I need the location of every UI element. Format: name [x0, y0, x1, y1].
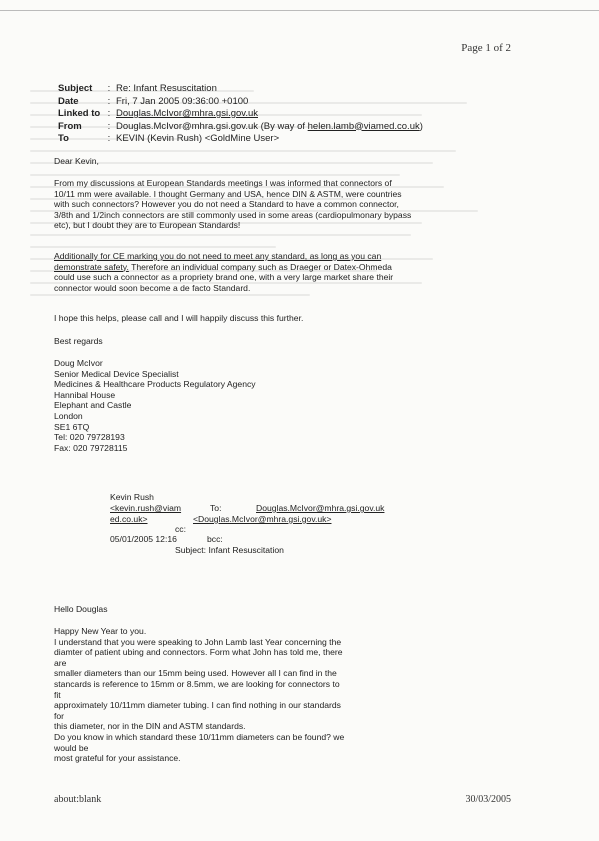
date-key: Date	[58, 95, 79, 107]
date-row: Date : Fri, 7 Jan 2005 09:36:00 +0100	[58, 96, 423, 109]
fwd-bcc-label: bcc:	[207, 534, 223, 544]
date-value: Fri, 7 Jan 2005 09:36:00 +0100	[116, 95, 249, 107]
original-line: diamter of patient ubing and connectors. Form what John has told me, there	[54, 647, 343, 658]
footer-date: 30/03/2005	[465, 794, 511, 805]
original-line: Do you know in which standard these 10/11mm diameters can be found? we	[54, 731, 345, 742]
reply-paragraph-3: I hope this helps, please call and I will happily discuss this further.	[54, 313, 304, 323]
sig-addr4: SE1 6TQ	[54, 421, 90, 432]
original-line: approximately 10/11mm diameter tubing. I can find nothing in our standards	[54, 700, 341, 711]
reply-paragraph-2	[54, 251, 414, 293]
sig-tel: Tel: 020 79728193	[54, 432, 125, 443]
fwd-to-address-bracketed[interactable]: <Douglas.McIvor@mhra.gsi.gov.uk>	[193, 514, 332, 524]
from-via-suffix: )	[419, 120, 423, 132]
top-rule	[0, 10, 599, 11]
fwd-sender-email-2[interactable]: ed.co.uk>	[110, 514, 148, 524]
fwd-datetime: 05/01/2005 12:16	[110, 534, 177, 544]
from-address: Douglas.McIvor@mhra.gsi.gov.uk	[116, 120, 258, 132]
sig-org: Medicines & Healthcare Products Regulatory Agency	[54, 379, 256, 390]
original-line: Happy New Year to you.	[54, 626, 147, 636]
original-message	[54, 626, 414, 764]
original-line: are	[54, 657, 67, 668]
linked-value[interactable]: Douglas.McIvor@mhra.gsi.gov.uk	[116, 108, 258, 119]
original-line: for	[54, 710, 65, 721]
page-number: Page 1 of 2	[461, 42, 511, 54]
fwd-subject: Subject: Infant Resuscitation	[175, 545, 284, 555]
sig-addr2: Elephant and Castle	[54, 400, 132, 411]
reply-closing: Best regards	[54, 336, 103, 346]
reply-greeting: Dear Kevin,	[54, 156, 99, 166]
subject-key: Subject	[58, 83, 93, 94]
email-header	[58, 83, 423, 146]
original-line: smaller diameters than our 15mm being used. However all I can find in the	[54, 668, 337, 679]
fwd-to-label: To:	[210, 503, 222, 513]
subject-row: Subject : Re: Infant Resuscitation	[58, 83, 423, 96]
from-row: From : Douglas.McIvor@mhra.gsi.gov.uk (By way of helen.lamb@viamed.co.uk)	[58, 120, 423, 132]
fwd-sender-name: Kevin Rush	[110, 492, 154, 502]
linked-row: Linked to : Douglas.McIvor@mhra.gsi.gov.uk	[58, 108, 423, 121]
to-key: To	[58, 133, 69, 144]
original-line: stancards is reference to 15mm or 8.5mm, we are looking for connectors to	[54, 678, 340, 689]
sig-name: Doug McIvor	[54, 358, 103, 368]
original-line: would be	[54, 742, 89, 753]
fwd-cc-label: cc:	[175, 524, 186, 534]
original-line: fit	[54, 689, 61, 700]
footer-url: about:blank	[54, 794, 102, 805]
original-line: most grateful for your assistance.	[54, 753, 181, 764]
to-value: KEVIN (Kevin Rush) <GoldMine User>	[116, 133, 280, 144]
to-row: To : KEVIN (Kevin Rush) <GoldMine User>	[58, 133, 423, 146]
sig-fax: Fax: 020 79728115	[54, 442, 128, 453]
linked-key: Linked to	[58, 108, 101, 119]
original-greeting: Hello Douglas	[54, 604, 108, 614]
ce-marking-highlight: Additionally for CE marking you do not need to meet any standard, as long as you can demonstrate safety.	[54, 251, 382, 272]
original-line: this diameter, nor in the DIN and ASTM standards.	[54, 721, 246, 732]
sig-title: Senior Medical Device Specialist	[54, 368, 179, 379]
sig-addr1: Hannibal House	[54, 389, 116, 400]
sig-addr3: London	[54, 410, 83, 421]
subject-value: Re: Infant Resuscitation	[116, 83, 217, 94]
reply-paragraph-2-rest: Therefore an individual company such as Draeger or Datex-Ohmeda could use such a connector as a propriety brand one, with a very large market share their connector would soon become a de facto Standard.	[54, 261, 394, 293]
fwd-sender-email-1[interactable]: <kevin.rush@viam	[110, 503, 182, 513]
fwd-to-address[interactable]: Douglas.McIvor@mhra.gsi.gov.uk	[256, 503, 385, 513]
from-key: From	[58, 120, 82, 132]
original-line: I understand that you were speaking to John Lamb last Year concerning the	[54, 636, 342, 647]
from-via-prefix: (By way of	[260, 120, 308, 132]
reply-paragraph-1: From my discussions at European Standards meetings I was informed that connectors of 10/11 mm were available. I thought Germany and USA, hence DIN & ASTM, were countries with such connectors? However you do not need a Standard to have a common connector, 3/8th and 1/2inch connectors are still commonly used in some areas (cardiopulmonary bypass etc), but I doubt they are to European Standards!	[54, 178, 412, 231]
from-via-link[interactable]: helen.lamb@viamed.co.uk	[307, 120, 420, 132]
signature-block	[54, 358, 414, 453]
